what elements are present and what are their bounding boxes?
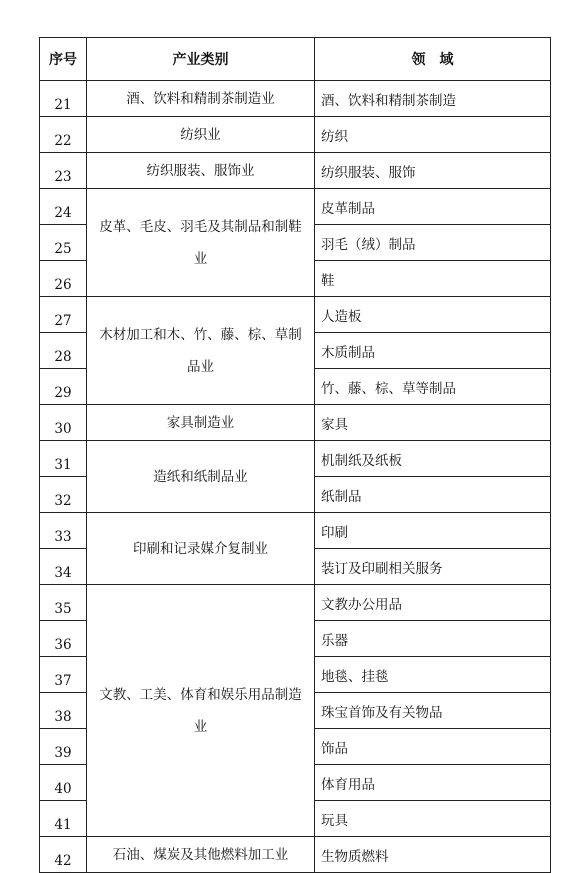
industry-domain: 玩具 <box>315 801 551 837</box>
table-row <box>40 405 551 441</box>
industry-domain: 皮革制品 <box>315 189 551 225</box>
row-number: 22 <box>40 117 87 153</box>
industry-domain: 饰品 <box>315 729 551 765</box>
industry-domain: 纺织 <box>315 117 551 153</box>
header-num: 序号 <box>40 38 87 81</box>
row-number: 41 <box>40 801 87 837</box>
table-body <box>40 81 551 873</box>
table-header <box>40 38 551 81</box>
industry-category: 纺织服装、服饰业 <box>87 153 315 189</box>
industry-domain: 人造板 <box>315 297 551 333</box>
industry-category: 造纸和纸制品业 <box>87 441 315 513</box>
industry-domain: 纺织服装、服饰 <box>315 153 551 189</box>
industry-category: 石油、煤炭及其他燃料加工业 <box>87 837 315 873</box>
industry-domain: 机制纸及纸板 <box>315 441 551 477</box>
industry-category: 印刷和记录媒介复制业 <box>87 513 315 585</box>
row-number: 33 <box>40 513 87 549</box>
table-row <box>40 585 551 621</box>
row-number: 40 <box>40 765 87 801</box>
table-row <box>40 189 551 225</box>
industry-domain: 鞋 <box>315 261 551 297</box>
table-row <box>40 117 551 153</box>
header-category: 产业类别 <box>87 38 315 81</box>
row-number: 37 <box>40 657 87 693</box>
industry-domain: 文教办公用品 <box>315 585 551 621</box>
industry-category: 木材加工和木、竹、藤、棕、草制品业 <box>87 297 315 405</box>
row-number: 42 <box>40 837 87 873</box>
row-number: 39 <box>40 729 87 765</box>
industry-domain: 生物质燃料 <box>315 837 551 873</box>
table-row <box>40 153 551 189</box>
industry-domain: 纸制品 <box>315 477 551 513</box>
industry-domain: 地毯、挂毯 <box>315 657 551 693</box>
row-number: 24 <box>40 189 87 225</box>
industry-domain: 乐器 <box>315 621 551 657</box>
industry-domain: 家具 <box>315 405 551 441</box>
industry-category: 家具制造业 <box>87 405 315 441</box>
table-row <box>40 513 551 549</box>
row-number: 21 <box>40 81 87 117</box>
table-row <box>40 297 551 333</box>
row-number: 23 <box>40 153 87 189</box>
row-number: 38 <box>40 693 87 729</box>
row-number: 30 <box>40 405 87 441</box>
industry-domain: 羽毛（绒）制品 <box>315 225 551 261</box>
row-number: 25 <box>40 225 87 261</box>
industry-domain: 珠宝首饰及有关物品 <box>315 693 551 729</box>
industry-domain: 体育用品 <box>315 765 551 801</box>
header-domain: 领 域 <box>315 38 551 81</box>
industry-category: 纺织业 <box>87 117 315 153</box>
industry-table <box>39 37 551 873</box>
table-row <box>40 837 551 873</box>
table-row <box>40 81 551 117</box>
industry-category: 皮革、毛皮、羽毛及其制品和制鞋业 <box>87 189 315 297</box>
row-number: 36 <box>40 621 87 657</box>
industry-domain: 装订及印刷相关服务 <box>315 549 551 585</box>
industry-domain: 木质制品 <box>315 333 551 369</box>
row-number: 26 <box>40 261 87 297</box>
row-number: 28 <box>40 333 87 369</box>
row-number: 27 <box>40 297 87 333</box>
table-row <box>40 441 551 477</box>
industry-category: 文教、工美、体育和娱乐用品制造业 <box>87 585 315 837</box>
row-number: 32 <box>40 477 87 513</box>
industry-domain: 竹、藤、棕、草等制品 <box>315 369 551 405</box>
row-number: 31 <box>40 441 87 477</box>
row-number: 29 <box>40 369 87 405</box>
row-number: 35 <box>40 585 87 621</box>
industry-domain: 酒、饮料和精制茶制造 <box>315 81 551 117</box>
industry-category: 酒、饮料和精制茶制造业 <box>87 81 315 117</box>
industry-domain: 印刷 <box>315 513 551 549</box>
row-number: 34 <box>40 549 87 585</box>
